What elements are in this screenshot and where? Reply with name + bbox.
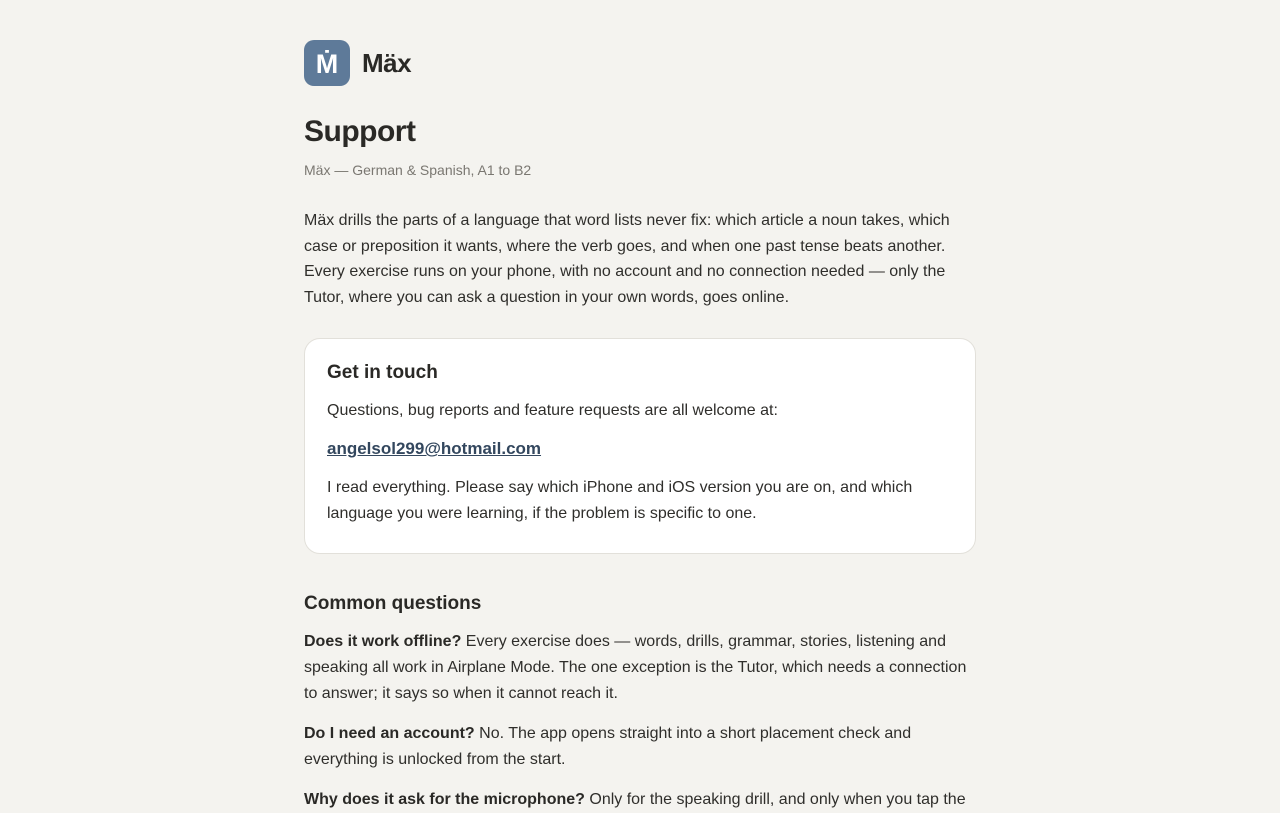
brand-name: Mäx	[362, 47, 412, 78]
faq-item	[304, 629, 976, 707]
contact-note: I read everything. Please say which iPhone and iOS version you are on, and which language you were learning, if the problem is specific to one.	[327, 479, 913, 522]
page-title: Support	[304, 115, 416, 148]
faq-item	[304, 721, 976, 773]
intro-paragraph: Mäx drills the parts of a language that word lists never fix: which article a noun takes, which case or preposition it wants, where the verb goes, and when one past tense beats another. Every exercise runs on your phone, with no account and no connection needed — only the Tutor, where you can ask a question in your own words, goes online.	[304, 212, 950, 307]
contact-email-link[interactable]: angelsol299@hotmail.com	[327, 439, 542, 459]
faq-heading: Common questions	[304, 592, 482, 614]
faq-question: Do I need an account?	[304, 724, 475, 742]
app-logo-icon: Ṁ	[304, 40, 350, 86]
contact-card	[304, 338, 976, 554]
page-subtitle: Mäx — German & Spanish, A1 to B2	[304, 162, 532, 178]
faq-answer: Every exercise does — words, drills, grammar, stories, listening and speaking all work in Airplane Mode. The one exception is the Tutor, which needs a connection to answer; it says so when it cannot reach it.	[304, 632, 967, 702]
faq-answer: Only for the speaking drill, and only when you tap the	[584, 790, 966, 808]
brand-header	[304, 40, 976, 86]
faq-question: Why does it ask for the microphone?	[304, 790, 585, 808]
contact-heading: Get in touch	[327, 361, 438, 383]
faq-answer: No. The app opens straight into a short placement check and everything is unlocked from the start.	[304, 724, 912, 768]
contact-lead: Questions, bug reports and feature requests are all welcome at:	[327, 401, 778, 419]
faq-question: Does it work offline?	[304, 632, 462, 650]
support-page	[304, 40, 976, 813]
